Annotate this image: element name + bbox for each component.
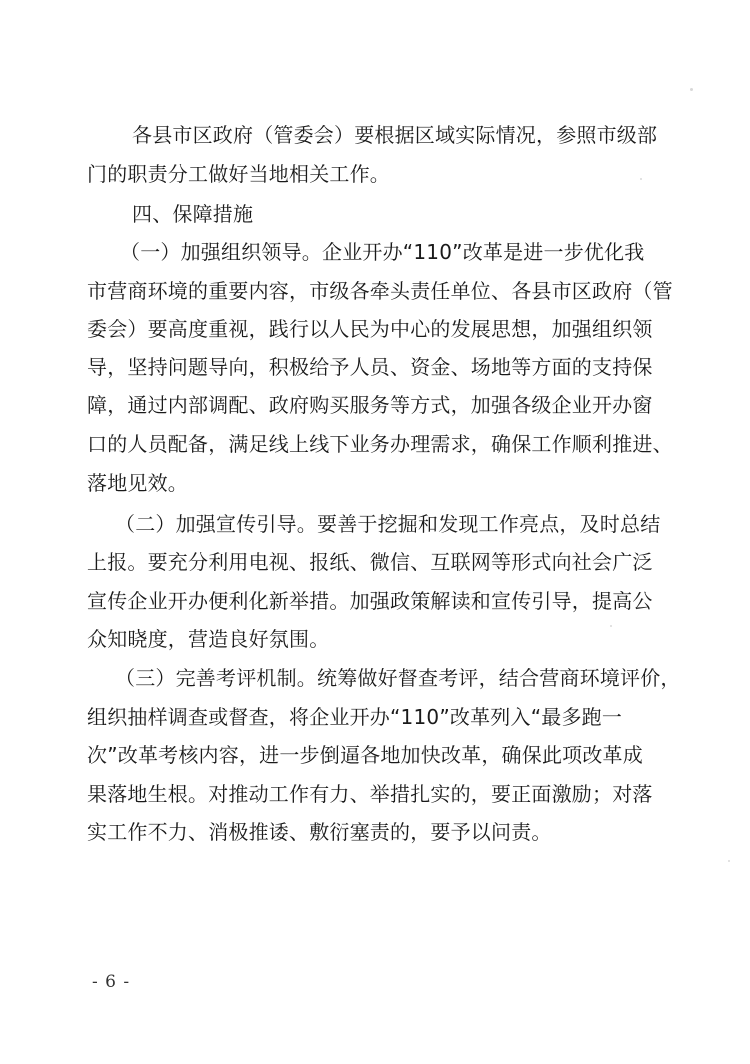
paragraph-line: 口的人员配备，满足线上线下业务办理需求，确保工作顺利推进、: [87, 432, 673, 456]
paragraph-line: （一）加强组织领导。企业开办“110”改革是进一步优化我: [120, 240, 645, 264]
scan-speck: [728, 860, 730, 862]
paragraph-line: 市营商环境的重要内容，市级各牵头责任单位、各县市区政府（管: [87, 279, 673, 303]
paragraph-line: 上报。要充分利用电视、报纸、微信、互联网等形式向社会广泛: [87, 550, 653, 574]
scan-speck: [610, 625, 612, 627]
paragraph-line: 障，通过内部调配、政府购买服务等方式，加强各级企业开办窗: [87, 393, 653, 417]
paragraph-line: 果落地生根。对推动工作有力、举措扎实的，要正面激励；对落: [87, 782, 653, 806]
paragraph-line: 各县市区政府（管委会）要根据区域实际情况，参照市级部: [132, 123, 658, 147]
paragraph-line: 落地见效。: [87, 471, 188, 495]
paragraph-line: （三）完善考评机制。统筹做好督查考评，结合营商环境评价，: [115, 666, 681, 690]
paragraph-line: （二）加强宣传引导。要善于挖掘和发现工作亮点，及时总结: [115, 512, 661, 536]
paragraph-line: 实工作不力、消极推诿、敷衍塞责的，要予以问责。: [87, 820, 552, 844]
paragraph-line: 导，坚持问题导向，积极给予人员、资金、场地等方面的支持保: [87, 355, 653, 379]
paragraph-line: 众知晓度，营造良好氛围。: [87, 627, 330, 651]
paragraph-line: 次”改革考核内容，进一步倒逼各地加快改革，确保此项改革成: [87, 743, 643, 767]
scan-speck: [640, 178, 642, 180]
paragraph-line: 宣传企业开办便利化新举措。加强政策解读和宣传引导，提高公: [87, 589, 653, 613]
paragraph-line: 门的职责分工做好当地相关工作。: [87, 162, 390, 186]
paragraph-line: 委会）要高度重视，践行以人民为中心的发展思想，加强组织领: [87, 317, 653, 341]
paragraph-line: 组织抽样调查或督查，将企业开办“110”改革列入“最多跑一: [87, 705, 623, 729]
section-heading: 四、保障措施: [132, 202, 254, 226]
scan-speck: [690, 88, 693, 91]
page-number: - 6 -: [92, 972, 131, 992]
